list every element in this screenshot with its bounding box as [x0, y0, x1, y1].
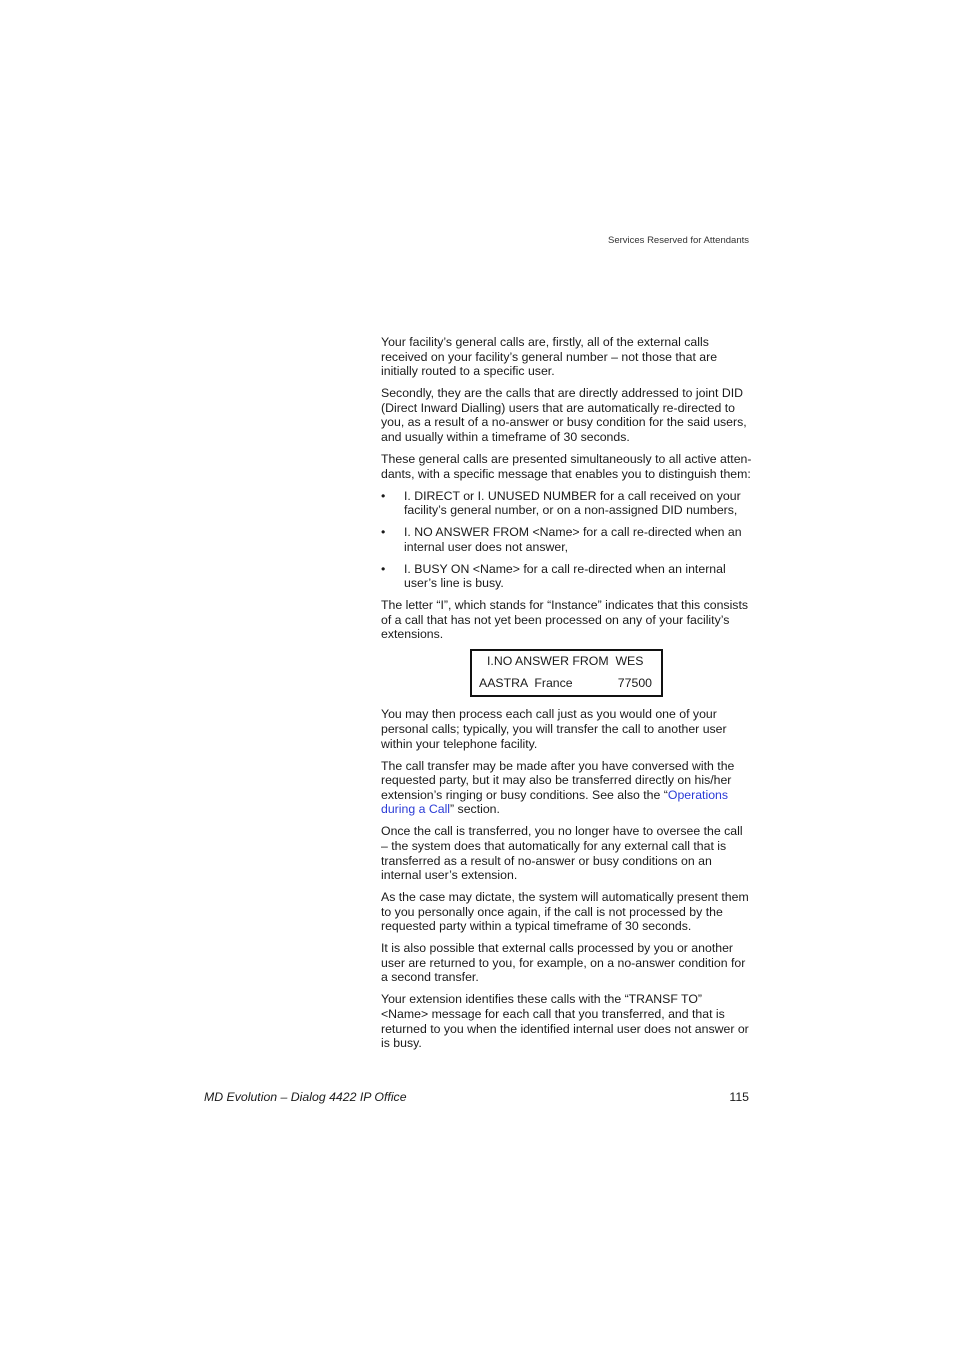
paragraph-did-calls: Secondly, they are the calls that are directly addressed to joint DID (Direct Inward Dialling) users that are automatically re-directed to you, as a result of a no-answer or busy condition for the said users, and usually within a timeframe of 30 seconds.	[381, 386, 747, 444]
list-item-text: I. DIRECT or I. UNUSED NUMBER for a call received on your facility’s general number, or on a non-assigned DID numbers,	[404, 488, 741, 518]
paragraph-transfer-text: The call transfer may be made after you have conversed with the requested party, but it may also be transferred directly on his/her extension’s ringing or busy conditions. See also the “	[381, 758, 735, 802]
paragraph-general-calls: Your facility’s general calls are, firstly, all of the external calls received on your facility’s general number – not those that are initially routed to a specific user.	[381, 335, 718, 379]
display-line-2-right: 77500	[617, 676, 652, 691]
phone-display	[470, 649, 663, 697]
main-content	[381, 335, 752, 1058]
display-line-2-left: AASTRA France	[479, 676, 573, 691]
list-item-text: I. BUSY ON <Name> for a call re-directed when an internal user’s line is busy.	[404, 561, 726, 591]
bullet-icon: •	[381, 525, 386, 540]
list-item	[381, 525, 752, 554]
paragraph-process-call: You may then process each call just as you would one of your personal calls; typically, you will transfer the call to another user within your telephone facility.	[381, 707, 727, 751]
operations-during-call-link[interactable]: Operations during a Call	[381, 787, 729, 817]
phone-display-figure	[381, 649, 752, 697]
paragraph-transfer-tail: ” section.	[450, 802, 500, 817]
bullet-icon: •	[381, 488, 386, 503]
list-item-text: I. NO ANSWER FROM <Name> for a call re-directed when an internal user does not answer,	[404, 525, 742, 554]
paragraph-returned: It is also possible that external calls processed by you or another user are returned to you, for example, on a no-answer condition for a second transfer.	[381, 941, 746, 985]
message-list	[381, 489, 752, 591]
paragraph-instance: The letter “I”, which stands for “Instance” indicates that this consists of a call that has not yet been processed on any of your facility’s extensions.	[381, 598, 749, 642]
bullet-icon: •	[381, 561, 386, 576]
running-head: Services Reserved for Attendants	[608, 235, 749, 246]
paragraph-oversee: Once the call is transferred, you no longer have to oversee the call – the system does that automatically for any external call that is transferred as a result of no-answer or busy conditions on an internal user’s extension.	[381, 824, 743, 883]
paragraph-transfer	[381, 759, 752, 817]
footer-document-title: MD Evolution – Dialog 4422 IP Office	[204, 1090, 407, 1104]
paragraph-represent: As the case may dictate, the system will automatically present them to you personally once again, if the call is not processed by the requested party within a typical timeframe of 30 seconds.	[381, 890, 749, 934]
paragraph-presentation: These general calls are presented simultaneously to all active atten-dants, with a specific message that enables you to distinguish them:	[381, 451, 752, 481]
footer-page-number: 115	[729, 1090, 749, 1104]
list-item	[381, 562, 752, 591]
list-item	[381, 489, 752, 518]
paragraph-transf-to: Your extension identifies these calls with the “TRANSF TO” <Name> message for each call that you transferred, and that is returned to you when the identified internal user does not answer or is busy.	[381, 992, 749, 1051]
display-line-1: I.NO ANSWER FROM WES	[487, 654, 644, 669]
